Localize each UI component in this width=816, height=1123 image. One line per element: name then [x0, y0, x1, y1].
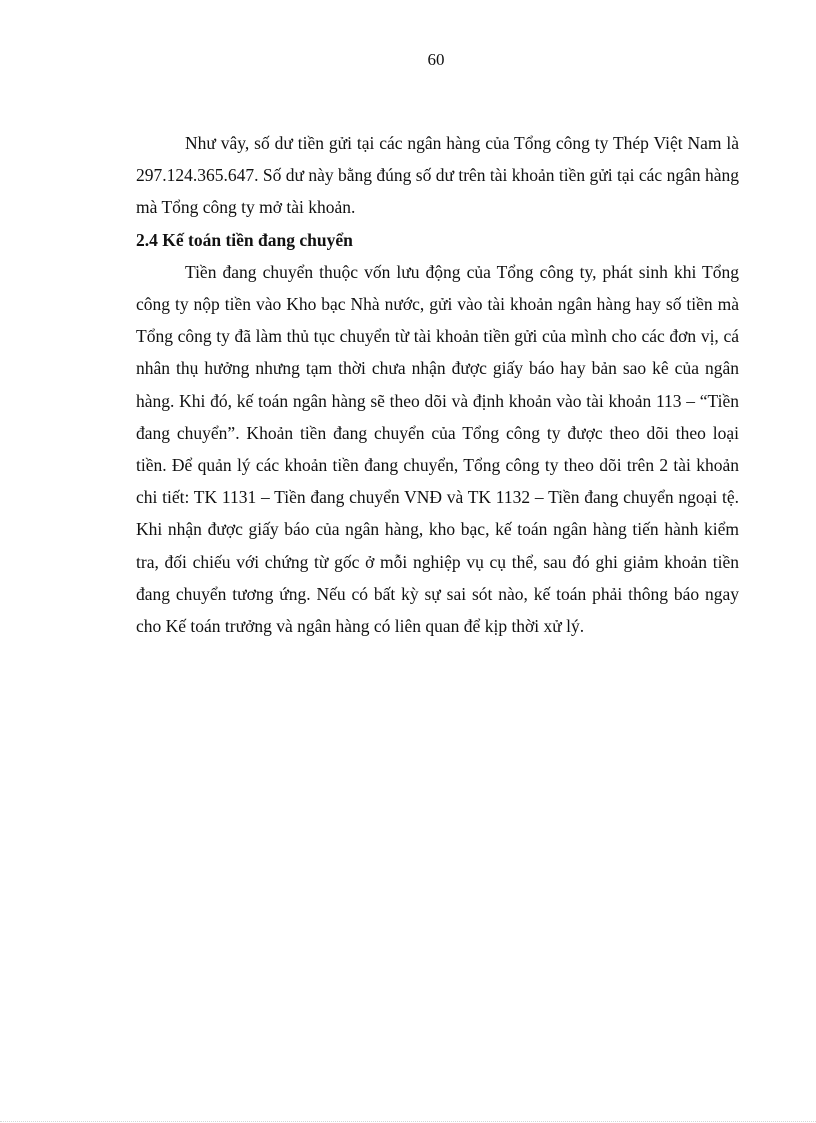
paragraph-bank-balance: Như vây, số dư tiền gửi tại các ngân hàng của Tổng công ty Thép Việt Nam là 297.124.365.647. Số dư này bằng đúng số dư trên tài khoản tiền gửi tại các ngân hàng mà Tổng công ty mở tài khoản.: [136, 133, 739, 218]
section-heading: 2.4 Kế toán tiền đang chuyển: [136, 229, 353, 250]
document-body: [136, 127, 739, 642]
paragraph-money-in-transit: Tiền đang chuyển thuộc vốn lưu động của Tổng công ty, phát sinh khi Tổng công ty nộp tiền vào Kho bạc Nhà nước, gửi vào tài khoản ngân hàng hay số tiền mà Tổng công ty đã làm thủ tục chuyển từ tài khoản tiền gửi của mình cho các đơn vị, cá nhân thụ hưởng nhưng tạm thời chưa nhận được giấy báo hay bản sao kê của ngân hàng. Khi đó, kế toán ngân hàng sẽ theo dõi và định khoản vào tài khoản 113 – “Tiền đang chuyển”. Khoản tiền đang chuyển của Tổng công ty được theo dõi theo loại tiền. Để quản lý các khoản tiền đang chuyển, Tổng công ty theo dõi trên 2 tài khoản chi tiết: TK 1131 – Tiền đang chuyển VNĐ và TK 1132 – Tiền đang chuyển ngoại tệ. Khi nhận được giấy báo của ngân hàng, kho bạc, kế toán ngân hàng tiến hành kiểm tra, đối chiếu với chứng từ gốc ở mỗi nghiệp vụ cụ thể, sau đó ghi giảm khoản tiền đang chuyển tương ứng. Nếu có bất kỳ sự sai sót nào, kế toán phải thông báo ngay cho Kế toán trưởng và ngân hàng có liên quan để kịp thời xử lý.: [136, 261, 739, 637]
page-number: 60: [427, 50, 445, 69]
page-bottom-divider: [0, 1121, 816, 1122]
